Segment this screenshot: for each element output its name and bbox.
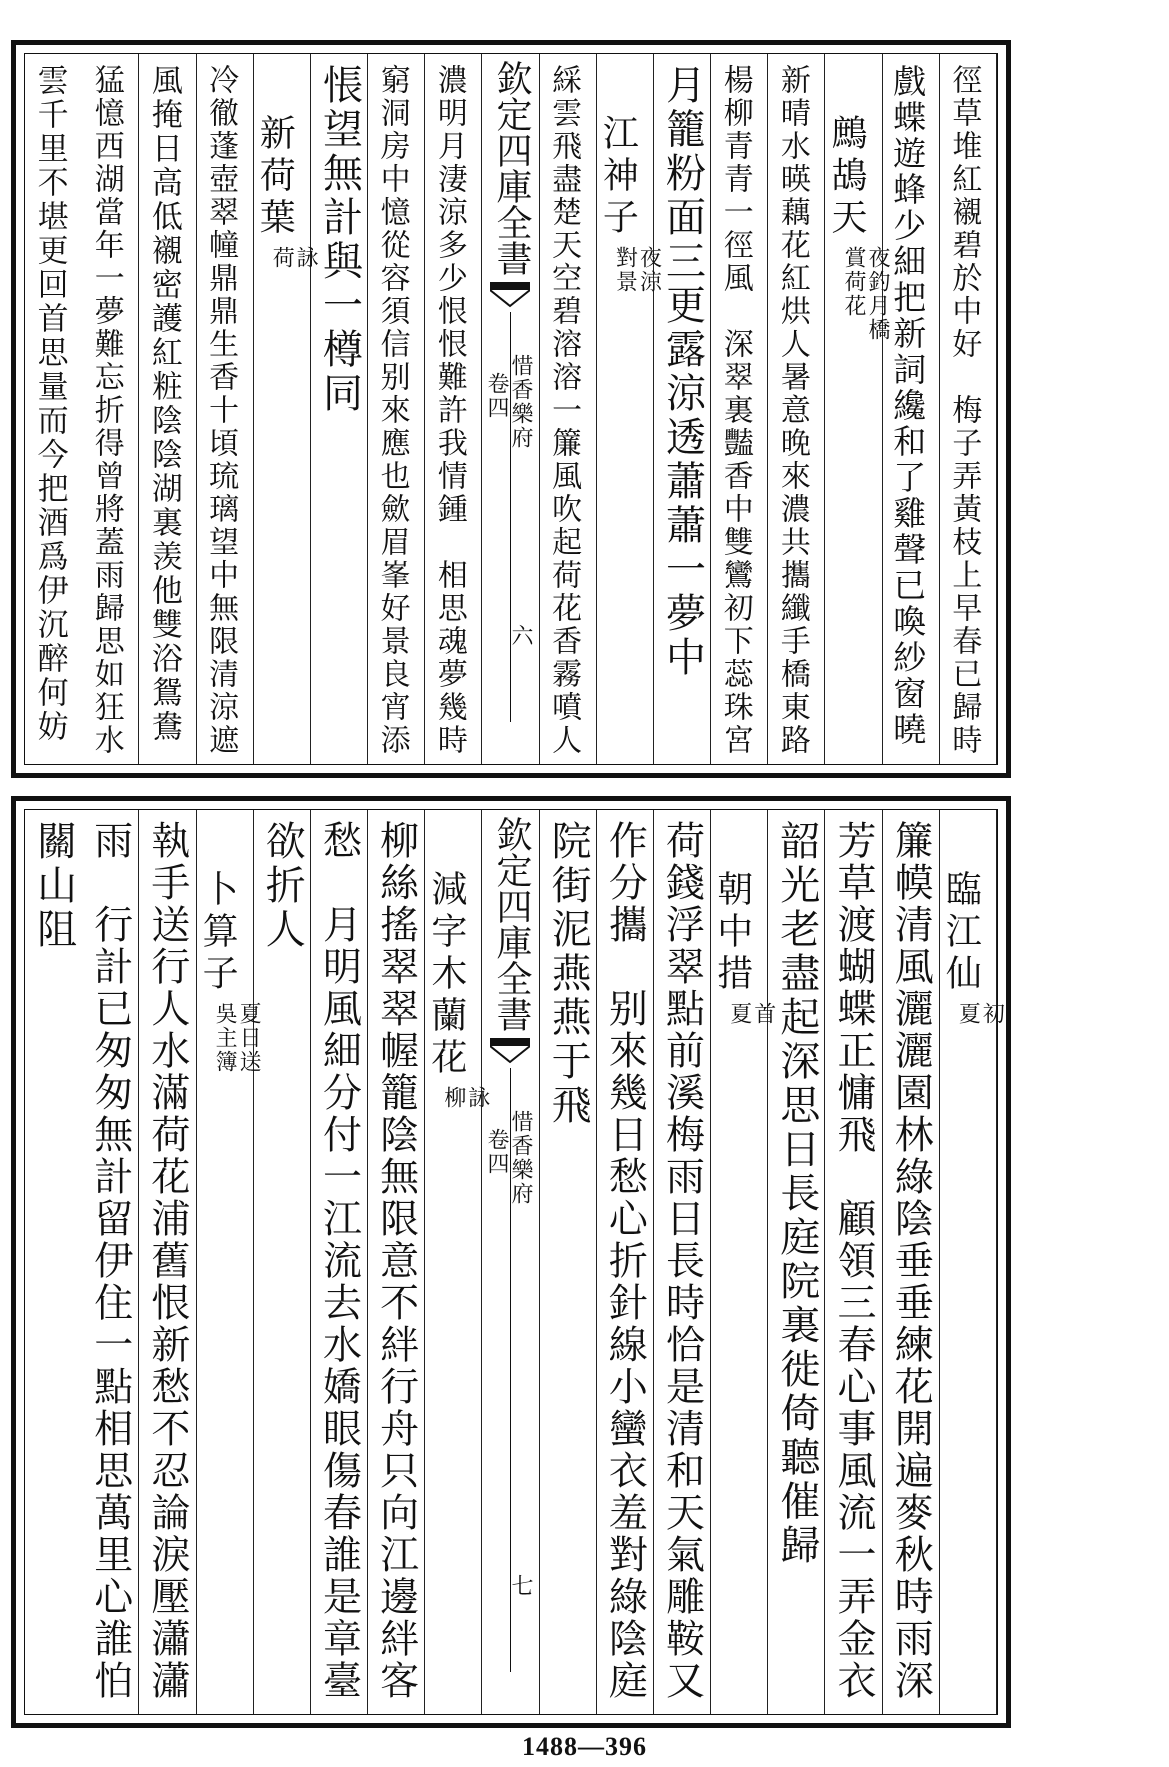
- poem-subtitle-note: 首: [750, 1002, 776, 1026]
- text-column: [711, 54, 768, 764]
- poem-title: 臨江仙: [940, 870, 982, 996]
- poem-title-column: [254, 54, 319, 764]
- bottom-page: [11, 796, 1011, 1728]
- center-spine: [482, 54, 539, 764]
- poem-title-column: [711, 810, 776, 1714]
- column-text: 悵望無計與一樽同: [316, 64, 363, 416]
- fishtail-mark-icon: [490, 1038, 530, 1068]
- column-text: 楊柳青青一徑風 深翠裏豔香中雙鸞初下蕊珠宮: [717, 64, 753, 757]
- poem-subtitle-note: 賞荷花: [841, 246, 867, 318]
- poem-title-column: [940, 810, 1005, 1714]
- column-text: 新晴水暎藕花紅烘人暑意晚來濃共攜纖手橋東路: [774, 64, 810, 757]
- text-column: [368, 810, 425, 1714]
- poem-title: 鷓鴣天: [826, 114, 868, 240]
- text-column: [768, 54, 825, 764]
- text-column: [940, 54, 997, 764]
- column-text: 簾幙清風灑灑園林綠陰垂垂練花開遍麥秋時雨深: [888, 820, 934, 1702]
- center-spine: [482, 810, 539, 1714]
- column-text: 欲折人: [259, 820, 306, 952]
- column-text: 風掩日高低襯密護紅粧陰陰湖裏羡他雙浴鴛鴦: [145, 64, 182, 744]
- column-text: 關山阻: [30, 820, 77, 952]
- poem-title-column: [425, 810, 490, 1714]
- column-text: 綵雲飛盡楚天空碧溶溶一簾風吹起荷花香霧噴人: [546, 64, 582, 757]
- text-column: [82, 54, 139, 764]
- poem-subtitle-note: 初: [979, 1002, 1005, 1026]
- text-column: [368, 54, 425, 764]
- column-text: 猛憶西湖當年一夢難忘折得曾將蓋雨歸思如狂水: [88, 64, 124, 757]
- column-text: 愁 月明風細分付一江流去水嬌眼傷春誰是章臺: [316, 820, 362, 1702]
- column-text: 雨 行計已匆匆無計留伊住一點相思萬里心誰怕: [87, 820, 133, 1702]
- poem-subtitle-note: 夏: [726, 1002, 752, 1026]
- poem-title: 江神子: [597, 114, 639, 240]
- text-column: [425, 54, 482, 764]
- spine-collection-title: 惜香樂府: [507, 1110, 533, 1206]
- poem-title-column: [825, 54, 891, 764]
- top-page-columns: [24, 53, 998, 765]
- poem-subtitle-note: 詠: [464, 1086, 490, 1110]
- column-text: 徑草堆紅襯碧於中好 梅子弄黃枝上早春已歸時: [946, 64, 982, 757]
- text-column: [825, 810, 882, 1714]
- column-text: 柳絲搖翠翠幄籠陰無限意不絆行舟只向江邊絆客: [373, 820, 419, 1702]
- text-column: [540, 810, 597, 1714]
- text-column: [82, 810, 139, 1714]
- spine-volume: 卷四: [483, 372, 509, 420]
- poem-subtitle-note: 詠: [293, 246, 319, 270]
- column-text: 窮洞房中憶從容須信别來應也歛眉峯好景良宵添: [374, 64, 410, 757]
- text-column: [654, 54, 711, 764]
- top-page: [11, 40, 1011, 778]
- spine-volume: 卷四: [483, 1128, 509, 1176]
- column-text: 冷徹蓬壺翠幢鼎鼎生香十頃琉璃望中無限清涼遮: [203, 64, 239, 757]
- page-number: 六: [507, 624, 533, 648]
- text-column: [197, 54, 254, 764]
- text-column: [540, 54, 597, 764]
- text-column: [311, 810, 368, 1714]
- poem-title: 朝中措: [711, 870, 753, 996]
- spine-book-title: 欽定四庫全書: [490, 816, 532, 1032]
- column-text: 濃明月淒涼多少恨恨難許我情鍾 相思魂夢幾時: [431, 64, 467, 757]
- poem-subtitle-note: 對景: [612, 246, 638, 294]
- text-column: [883, 810, 940, 1714]
- text-column: [25, 54, 82, 764]
- column-text: 執手送行人水滿荷花浦舊恨新愁不忍論淚壓瀟瀟: [144, 820, 190, 1702]
- poem-subtitle-note: 夜釣月橋: [865, 246, 891, 342]
- text-column: [139, 810, 196, 1714]
- poem-title: 新荷葉: [254, 114, 296, 240]
- text-column: [883, 54, 940, 764]
- column-text: 戲蝶遊蜂少細把新詞纔和了雞聲已喚紗窗曉: [888, 64, 928, 748]
- poem-title-column: [197, 810, 262, 1714]
- page-number: 七: [507, 1574, 533, 1598]
- poem-subtitle-note: 夜涼: [636, 246, 662, 294]
- spine-book-title: 欽定四庫全書: [490, 60, 532, 276]
- poem-subtitle-note: 吳主簿: [212, 1002, 238, 1074]
- column-text: 芳草渡蝴蝶正慵飛 顧領三春心事風流一弄金衣: [831, 820, 877, 1702]
- text-column: [254, 810, 311, 1714]
- text-column: [768, 810, 825, 1714]
- text-column: [597, 810, 654, 1714]
- column-text: 雲千里不堪更回首思量而今把酒爲伊沉醉何妨: [31, 64, 68, 744]
- text-column: [139, 54, 196, 764]
- poem-title: 卜算子: [197, 870, 239, 996]
- text-column: [311, 54, 368, 764]
- poem-title-column: [597, 54, 662, 764]
- spine-collection-title: 惜香樂府: [507, 354, 533, 450]
- poem-subtitle-note: 柳: [440, 1086, 466, 1110]
- page-footer-number: 1488—396: [522, 1732, 647, 1761]
- column-text: 韶光老盡起深思日長庭院裏徙倚聽催歸: [773, 820, 820, 1568]
- fishtail-mark-icon: [490, 282, 530, 312]
- text-column: [25, 810, 82, 1714]
- column-text: 荷錢浮翠點前溪梅雨日長時恰是清和天氣雕鞍又: [659, 820, 705, 1702]
- column-text: 作分攜 别來幾日愁心折針線小蠻衣羞對綠陰庭: [602, 820, 648, 1702]
- bottom-page-columns: [24, 809, 1005, 1715]
- column-text: 院街泥燕燕于飛: [545, 820, 592, 1128]
- text-column: [654, 810, 711, 1714]
- poem-subtitle-note: 夏: [955, 1002, 981, 1026]
- poem-subtitle-note: 夏日送: [236, 1002, 262, 1074]
- poem-subtitle-note: 荷: [269, 246, 295, 270]
- column-text: 月籠粉面三更露涼透蕭蕭一夢中: [659, 64, 706, 680]
- poem-title: 減字木蘭花: [425, 870, 467, 1080]
